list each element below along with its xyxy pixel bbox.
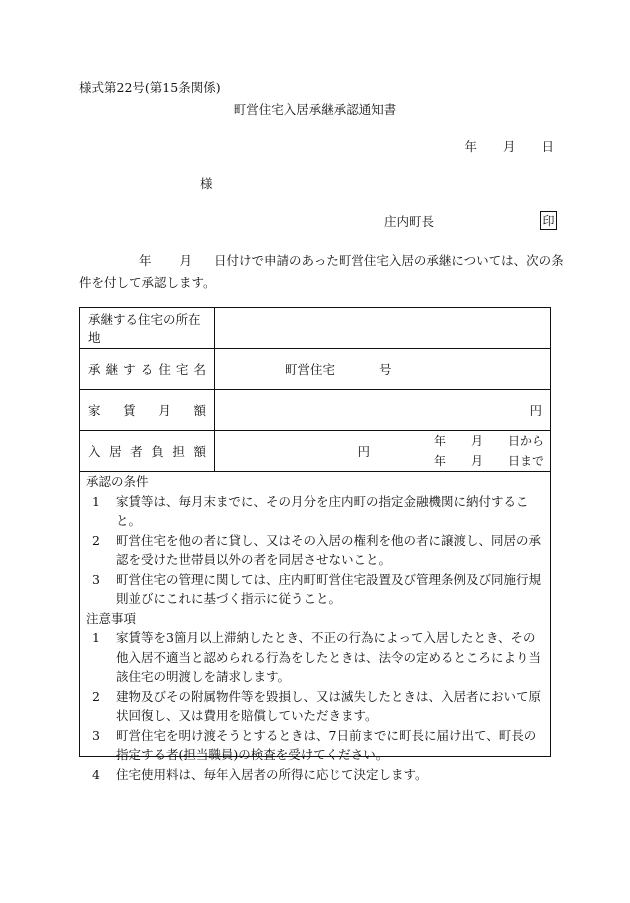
rent-label-cell bbox=[80, 390, 215, 431]
house-label-cell bbox=[80, 349, 215, 390]
date-month: 月 bbox=[502, 139, 516, 154]
date-year: 年 bbox=[464, 139, 477, 154]
rent-unit: 円 bbox=[529, 403, 542, 418]
item-text: 町営住宅を他の者に貸し、又はその入居の権利を他の者に譲渡し、同居の承認を受けた世帯員以外の者を同居させないこと。 bbox=[116, 532, 542, 567]
burden-value bbox=[215, 431, 551, 472]
notes-heading: 注意事項 bbox=[86, 610, 137, 626]
list-item bbox=[86, 687, 544, 726]
issue-date bbox=[464, 139, 554, 154]
rent-value bbox=[215, 390, 551, 431]
conditions-heading: 承認の条件 bbox=[86, 474, 149, 489]
list-item bbox=[86, 765, 544, 785]
item-text: 町営住宅を明け渡そうとするときは、7日前までに町長に届け出て、町長の指定する者(担当職員)の検査を受けてください。 bbox=[116, 727, 537, 762]
house-value bbox=[215, 349, 551, 390]
item-number: 2 bbox=[92, 532, 100, 548]
intro-text: 日付けで申請のあった町営住宅入居の承継については、次の条件を付して承認します。 bbox=[79, 253, 564, 290]
house-prefix: 町営住宅 bbox=[285, 362, 336, 377]
item-number: 1 bbox=[92, 630, 100, 645]
to-month: 月 bbox=[470, 454, 483, 468]
location-label: 承継する住宅の所在地 bbox=[80, 308, 215, 349]
form-number: 様式第22号(第15条関係) bbox=[79, 80, 221, 95]
location-value bbox=[215, 308, 551, 349]
list-item bbox=[86, 492, 544, 531]
list-item bbox=[86, 628, 544, 687]
item-number: 3 bbox=[92, 571, 100, 587]
period-from bbox=[434, 431, 544, 451]
to-day: 日まで bbox=[507, 454, 544, 468]
conditions-notes-box bbox=[79, 469, 551, 782]
house-row bbox=[80, 349, 551, 390]
item-number: 2 bbox=[92, 688, 100, 704]
from-year: 年 bbox=[434, 434, 447, 448]
conditions-list bbox=[86, 492, 544, 609]
item-text: 建物及びその附属物件等を毀損し、又は滅失したときは、入居者において原状回復し、又は費用を賠償していただきます。 bbox=[116, 688, 542, 723]
addressee-suffix: 様 bbox=[200, 176, 213, 191]
period-to bbox=[434, 451, 544, 471]
rent-label: 家 賃 月 額 bbox=[88, 403, 206, 418]
form-table bbox=[79, 307, 551, 472]
house-suffix: 号 bbox=[379, 362, 392, 377]
item-number: 3 bbox=[92, 727, 100, 743]
seal-mark: 印 bbox=[540, 211, 557, 230]
rent-row bbox=[80, 390, 551, 431]
item-text: 住宅使用料は、毎年入居者の所得に応じて決定します。 bbox=[116, 766, 428, 782]
burden-label: 入 居 者 負 担 額 bbox=[88, 444, 206, 459]
item-text: 家賃等は、毎月末までに、その月分を庄内町の指定金融機関に納付すること。 bbox=[116, 493, 529, 528]
item-text: 家賃等を3箇月以上滞納したとき、不正の行為によって入居したとき、その他入居不適当と認められる行為をしたときは、法令の定めるところにより当該住宅の明渡しを請求します。 bbox=[116, 630, 542, 684]
intro-paragraph bbox=[79, 250, 571, 294]
item-number: 4 bbox=[92, 766, 100, 782]
document-title: 町営住宅入居承継承認通知書 bbox=[233, 102, 397, 117]
item-number: 1 bbox=[92, 493, 100, 509]
location-row bbox=[80, 308, 551, 349]
burden-label-cell bbox=[80, 431, 215, 472]
notes-list bbox=[86, 628, 544, 784]
burden-row bbox=[80, 431, 551, 472]
from-month: 月 bbox=[470, 434, 483, 448]
intro-month: 月 bbox=[179, 253, 193, 268]
to-year: 年 bbox=[434, 454, 447, 468]
issuer-name: 庄内町長 bbox=[384, 214, 435, 229]
list-item bbox=[86, 531, 544, 570]
burden-period bbox=[434, 431, 550, 471]
burden-unit: 円 bbox=[357, 444, 370, 459]
list-item bbox=[86, 570, 544, 609]
intro-year: 年 bbox=[139, 253, 152, 268]
from-day: 日から bbox=[507, 434, 544, 448]
house-label: 承 継 す る 住 宅 名 bbox=[88, 362, 206, 377]
date-day: 日 bbox=[541, 139, 554, 154]
list-item bbox=[86, 726, 544, 765]
item-text: 町営住宅の管理に関しては、庄内町町営住宅設置及び管理条例及び同施行規則並びにこれに基づく指示に従うこと。 bbox=[116, 571, 542, 606]
